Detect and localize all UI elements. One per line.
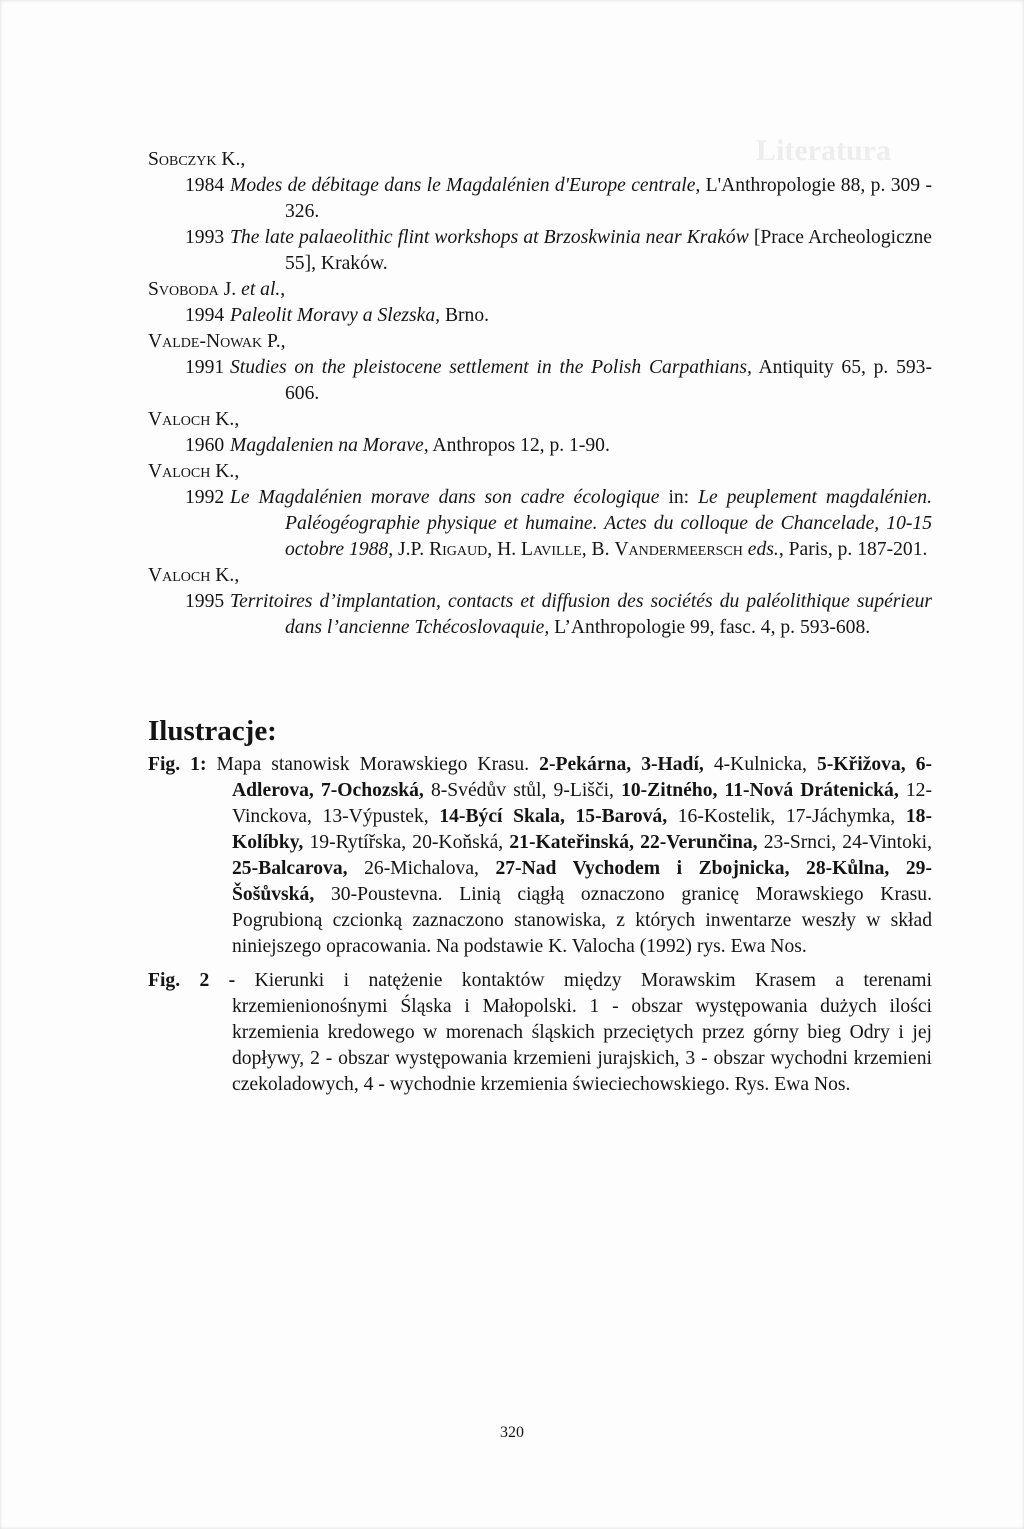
entry-year: 1995 xyxy=(185,591,225,612)
bib-entry xyxy=(185,433,932,459)
entry-title: Magdalenien na Morave, xyxy=(230,435,429,456)
entry-publication: L'Anthropologie 88, p. 309 - 326. xyxy=(285,175,932,222)
figure-caption xyxy=(148,968,932,1098)
bleed-through-heading: Literatura xyxy=(756,134,891,167)
caption-text: 23-Srnci, 24-Vintoki, xyxy=(757,832,933,853)
bib-author xyxy=(148,407,932,433)
caption-text: Mapa stanowisk Morawskiego Krasu. xyxy=(206,754,540,775)
caption-site-bold: 27-Nad Vychodem i Zbojnicka, 28-Kůlna, 29-Šošůvská, xyxy=(232,858,932,905)
entry-title: The late palaeolithic flint workshops at Brzoskwinia near Kraków xyxy=(230,227,749,248)
author-name: Sobczyk K., xyxy=(148,149,246,170)
caption-text: 8-Svédův stůl, 9-Lišči, xyxy=(423,780,622,801)
entry-in: in: xyxy=(659,487,699,508)
entry-year: 1991 xyxy=(185,357,225,378)
bib-entry xyxy=(185,173,932,225)
entry-publication: [Prace Archeologiczne 55], Kraków. xyxy=(285,227,932,274)
bib-author xyxy=(148,459,932,485)
caption-text: 30-Poustevna. Linią ciągłą oznaczono granicę Morawskiego Krasu. Pogrubioną czcionką zaznaczono stanowiska, z których inwentarze weszły w skład niniejszego opracowania. Na podstawie K. Valocha (1992) rys. Ewa Nos. xyxy=(232,884,932,957)
caption-site-bold: 25-Balcarova, xyxy=(232,858,348,879)
bib-entry xyxy=(185,303,932,329)
entry-year: 1984 xyxy=(185,175,225,196)
entry-publication: L’Anthropologie 99, fasc. 4, p. 593-608. xyxy=(549,617,871,638)
caption-text: 16-Kostelik, 17-Jáchymka, xyxy=(667,806,906,827)
caption-text: 26-Michalova, xyxy=(347,858,496,879)
caption-site-bold: 18-Kolíbky, xyxy=(232,806,932,853)
author-name: Valoch K., xyxy=(148,565,240,586)
entry-year: 1993 xyxy=(185,227,225,248)
entry-title: Le Magdalénien morave dans son cadre écologique xyxy=(230,487,660,508)
author-et-al: et al. xyxy=(236,279,281,300)
figure-caption xyxy=(148,752,932,960)
figure-captions xyxy=(148,752,932,1098)
entry-text: , Paris, p. 187-201. xyxy=(778,539,928,560)
author-tail: , xyxy=(280,279,286,300)
author-name: Svoboda J. xyxy=(148,279,237,300)
entry-title: Studies on the pleistocene settlement in the Polish Carpathians, xyxy=(230,357,752,378)
page-content xyxy=(148,147,932,1098)
entry-eds: eds. xyxy=(747,539,779,560)
entry-editor: Rigaud xyxy=(429,539,488,560)
bib-entry xyxy=(185,355,932,407)
caption-text: 12-Vinckova, 13-Výpustek, xyxy=(232,780,932,827)
entry-editor: Vandermeersch xyxy=(614,539,743,560)
entry-title: Paleolit Moravy a Slezska, xyxy=(230,305,441,326)
caption-text: 4-Kulnicka, xyxy=(703,754,817,775)
caption-site-bold: 14-Býcí Skala, 15-Barová, xyxy=(439,806,668,827)
entry-title: Modes de débitage dans le Magdalénien d'Europe centrale, xyxy=(230,175,701,196)
entry-year: 1994 xyxy=(185,305,225,326)
caption-site-bold: 5-Křižova, 6-Adlerova, 7-Ochozská, xyxy=(232,754,933,801)
bib-author xyxy=(148,563,932,589)
bib-author xyxy=(148,147,932,173)
bib-entry xyxy=(185,225,932,277)
figure-label: Fig. 2 - xyxy=(148,970,236,991)
author-name: Valoch K., xyxy=(148,461,240,482)
entry-text: , H. xyxy=(487,539,522,560)
caption-site-bold: 21-Kateřinská, 22-Verunčina, xyxy=(509,832,758,853)
entry-year: 1960 xyxy=(185,435,225,456)
bib-entry xyxy=(185,589,932,641)
entry-volume-title: Le peuplement magdalénien. Paléogéographie physique et humaine. Actes du colloque de Chancelade, 10-15 octobre 1988, xyxy=(285,487,932,560)
bibliography xyxy=(148,147,932,641)
caption-text: 19-Rytířska, 20-Koňská, xyxy=(303,832,510,853)
entry-publication: Anthropos 12, p. 1-90. xyxy=(428,435,610,456)
entry-editor: Laville xyxy=(521,539,582,560)
caption-site-bold: 2-Pekárna, 3-Hadí, xyxy=(539,754,704,775)
entry-publication: Brno. xyxy=(440,305,490,326)
caption-text: Kierunki i natężenie kontaktów między Morawskim Krasem a terenami krzemienionośnymi Śląska i Małopolski. 1 - obszar występowania dużych ilości krzemienia kredowego w morenach śląskich przeciętych przez górny bieg Odry i jej dopływy, 2 - obszar występowania krzemieni jurajskich, 3 - obszar wychodni krzemieni czekoladowych, 4 - wychodnie krzemienia świeciechowskiego. Rys. Ewa Nos. xyxy=(232,970,932,1095)
author-name: Valoch K., xyxy=(148,409,240,430)
bib-entry xyxy=(185,485,932,563)
bib-author xyxy=(148,277,932,303)
illustrations-heading: Ilustracje: xyxy=(148,715,277,747)
caption-site-bold: 10-Zitného, 11-Nová Drátenická, xyxy=(621,780,899,801)
entry-publication: Antiquity 65, p. 593-606. xyxy=(285,357,932,404)
entry-year: 1992 xyxy=(185,487,225,508)
page-number: 320 xyxy=(500,1424,524,1441)
entry-text: , B. xyxy=(581,539,615,560)
entry-title: Territoires d’implantation, contacts et diffusion des sociétés du paléolithique supérieur dans l’ancienne Tchécoslovaquie, xyxy=(230,591,932,638)
entry-text: J.P. xyxy=(393,539,430,560)
bib-author xyxy=(148,329,932,355)
author-name: Valde-Nowak P., xyxy=(148,331,286,352)
figure-label: Fig. 1: xyxy=(148,754,207,775)
